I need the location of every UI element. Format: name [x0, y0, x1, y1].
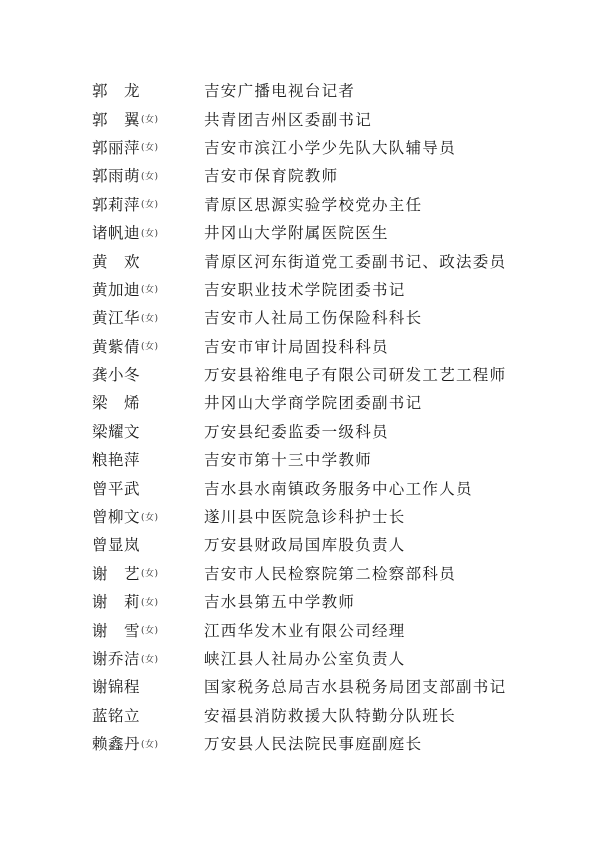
list-item [92, 502, 562, 530]
person-title: 万安县财政局国库股负责人 [204, 536, 406, 555]
person-name: 粮艳萍 [92, 451, 141, 470]
female-mark: (女) [141, 654, 159, 665]
female-mark: (女) [141, 512, 159, 523]
person-name: 黄加迪 (女) [92, 280, 159, 299]
list-item [92, 615, 562, 643]
list-item [92, 445, 562, 473]
name-roster [92, 76, 562, 757]
female-mark: (女) [141, 597, 159, 608]
person-name: 郭莉萍 (女) [92, 195, 159, 214]
female-mark: (女) [141, 313, 159, 324]
list-item [92, 388, 562, 416]
female-mark: (女) [141, 569, 159, 580]
person-title: 吉安市第十三中学教师 [204, 451, 373, 470]
person-name: 曾显岚 [92, 536, 141, 555]
list-item [92, 644, 562, 672]
person-title: 吉安市人民检察院第二检察部科员 [204, 564, 457, 583]
female-mark: (女) [141, 626, 159, 637]
list-item [92, 161, 562, 189]
female-mark: (女) [141, 200, 159, 211]
person-name: 郭丽萍 (女) [92, 138, 159, 157]
person-name: 郭雨萌 (女) [92, 167, 159, 186]
person-name: 谢 莉 (女) [92, 593, 159, 612]
list-item [92, 701, 562, 729]
person-name: 曾平武 [92, 479, 141, 498]
list-item [92, 417, 562, 445]
list-item [92, 218, 562, 246]
person-name: 梁 烯 [92, 394, 141, 413]
person-name: 诸帆迪 (女) [92, 224, 159, 243]
person-name: 曾柳文 (女) [92, 508, 159, 527]
person-title: 江西华发木业有限公司经理 [204, 621, 406, 640]
person-title: 青原区思源实验学校党办主任 [204, 195, 423, 214]
person-title: 共青团吉州区委副书记 [204, 110, 373, 129]
female-mark: (女) [141, 739, 159, 750]
person-name: 黄 欢 [92, 252, 141, 271]
list-item [92, 104, 562, 132]
person-name: 谢乔洁 (女) [92, 650, 159, 668]
female-mark: (女) [141, 285, 159, 296]
person-name: 黄江华 (女) [92, 309, 159, 328]
person-title: 吉安市审计局固投科科员 [204, 337, 389, 356]
person-name: 梁耀文 [92, 422, 141, 441]
person-name: 谢 艺 (女) [92, 564, 159, 583]
person-name: 谢锦程 [92, 678, 141, 697]
list-item [92, 332, 562, 360]
person-title: 安福县消防救援大队特勤分队班长 [204, 706, 457, 725]
person-title: 吉安广播电视台记者 [204, 82, 356, 101]
list-item [92, 473, 562, 501]
person-name: 龚小冬 [92, 366, 141, 385]
list-item [92, 729, 562, 757]
list-item [92, 559, 562, 587]
person-title: 遂川县中医院急诊科护士长 [204, 508, 406, 527]
person-name: 谢 雪 (女) [92, 621, 159, 640]
female-mark: (女) [141, 143, 159, 154]
person-title: 国家税务总局吉水县税务局团支部副书记 [204, 678, 507, 697]
person-title: 吉安市滨江小学少先队大队辅导员 [204, 138, 457, 157]
list-item [92, 190, 562, 218]
person-title: 吉水县水南镇政务服务中心工作人员 [204, 479, 473, 498]
list-item [92, 530, 562, 558]
person-title: 吉安职业技术学院团委书记 [204, 280, 406, 299]
person-title: 万安县裕维电子有限公司研发工艺工程师 [204, 366, 507, 385]
list-item [92, 275, 562, 303]
person-title: 万安县人民法院民事庭副庭长 [204, 735, 423, 754]
person-name: 蓝铭立 [92, 706, 141, 725]
female-mark: (女) [141, 171, 159, 182]
person-name: 黄紫倩 (女) [92, 337, 159, 356]
female-mark: (女) [141, 115, 159, 126]
list-item [92, 303, 562, 331]
person-title: 峡江县人社局办公室负责人 [204, 650, 406, 668]
female-mark: (女) [141, 228, 159, 239]
list-item [92, 587, 562, 615]
person-title: 吉安市保育院教师 [204, 167, 339, 186]
list-item [92, 672, 562, 700]
person-title: 青原区河东街道党工委副书记、政法委员 [204, 252, 507, 271]
person-name: 赖鑫丹 (女) [92, 735, 159, 754]
list-item [92, 360, 562, 388]
person-title: 吉水县第五中学教师 [204, 593, 356, 612]
person-name: 郭 翼 (女) [92, 110, 159, 129]
person-title: 井冈山大学商学院团委副书记 [204, 394, 423, 413]
list-item [92, 133, 562, 161]
list-item [92, 76, 562, 104]
person-title: 吉安市人社局工伤保险科科长 [204, 309, 423, 328]
list-item [92, 246, 562, 274]
person-title: 万安县纪委监委一级科员 [204, 422, 389, 441]
female-mark: (女) [141, 342, 159, 353]
person-title: 井冈山大学附属医院医生 [204, 224, 389, 243]
person-name: 郭 龙 [92, 82, 141, 101]
